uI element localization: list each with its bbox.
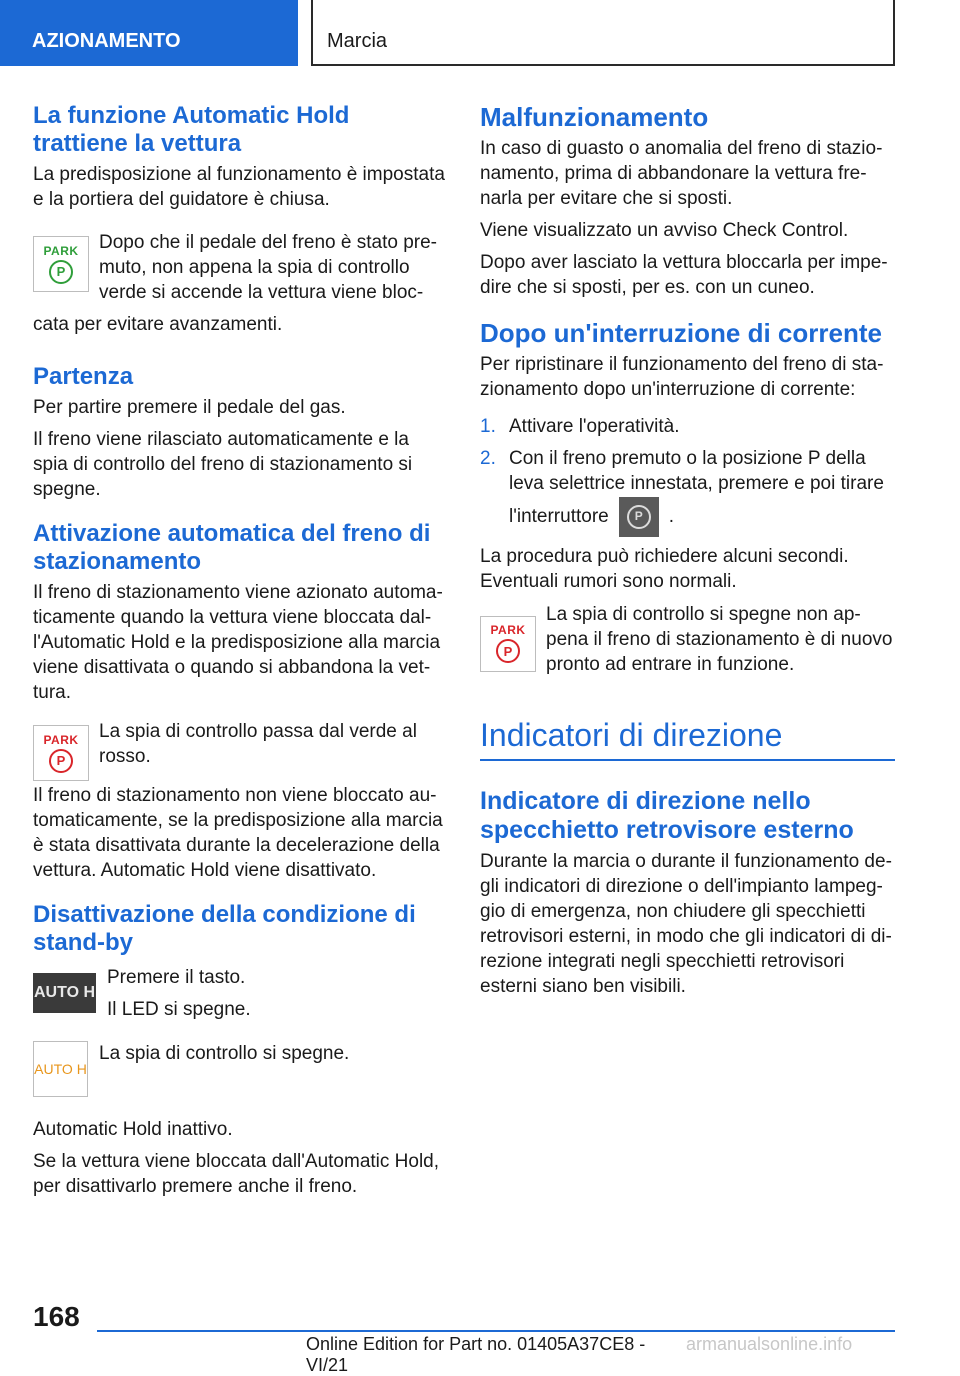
note-text: Dopo che il pedale del freno è stato pre-muto, non appena la spia di controllo verde si accende la vettura viene bloc- [99, 232, 437, 303]
paragraph: Premere il tasto. [107, 967, 246, 988]
paragraph: Dopo aver lasciato la vettura bloccarla per impe-dire che si sposti, per es. con un cuneo. [480, 252, 888, 298]
note-autoh-button [33, 965, 446, 1027]
note-autoh-light [33, 1041, 446, 1105]
steps-list [480, 414, 895, 537]
left-column [33, 102, 446, 1206]
footer-divider [97, 1330, 895, 1332]
paragraph: Il freno viene rilasciato automaticamente e la spia di controllo del freno di stazionamento si spegne. [33, 429, 413, 500]
note-attivazione [33, 719, 446, 777]
page-number: 168 [33, 1301, 80, 1332]
paragraph: La predisposizione al funzionamento è impostata e la portiera del guidatore è chiusa. [33, 164, 445, 210]
heading-indicatore-specchietto: Indicatore di direzione nello specchietto retrovisore esterno [480, 786, 854, 844]
section-tab: AZIONAMENTO [0, 0, 298, 66]
list-item: 2. Con il freno premuto o la posizione P della leva selettrice innestata, premere e poi tirare l'interruttore P . [480, 446, 895, 537]
note-hold [33, 230, 446, 337]
note-text: La spia di controllo si spegne non ap-pena il freno di stazionamento è di nuovo pronto ad entrare in funzione. [546, 603, 893, 675]
park-red-icon: PARK P [480, 616, 536, 672]
paragraph: Per ripristinare il funzionamento del freno di sta-zionamento dopo un'interruzione di corrente: [480, 354, 884, 400]
heading-attivazione: Attivazione automatica del freno di stazionamento [33, 520, 431, 575]
paragraph: Il LED si spegne. [107, 999, 251, 1020]
footer-edition: Online Edition for Part no. 01405A37CE8 - VI/21 [306, 1334, 646, 1375]
heading-hold: La funzione Automatic Hold trattiene la vettura [33, 102, 350, 157]
auto-h-indicator-icon: AUTO H [33, 1041, 88, 1097]
paragraph: In caso di guasto o anomalia del freno di stazio-namento, prima di abbandonare la vettura fre-narla per evitare che si sposti. [480, 138, 883, 209]
heading-partenza: Partenza [33, 363, 134, 390]
paragraph: Durante la marcia o durante il funzionamento de-gli indicatori di direzione o dell'impianto lampeg-gio di emergenza, non chiudere gli specchietti retrovisori esterni, in modo che gli indicatori di di-rezione integrati negli specchietti retrovisori esterni siano ben visibili. [480, 850, 892, 997]
watermark-logo: armanualsonline.info [686, 1334, 853, 1354]
heading-dopo-interruzione: Dopo un'interruzione di corrente [480, 318, 882, 348]
auto-h-button-icon: AUTO H [33, 973, 96, 1013]
chapter-title: Marcia [311, 0, 895, 66]
right-column [480, 102, 895, 1006]
paragraph: La procedura può richiedere alcuni secondi. [480, 545, 849, 567]
note-text-cont: cata per evitare avanzamenti. [33, 314, 283, 335]
paragraph: Per partire premere il pedale del gas. [33, 397, 346, 418]
heading-disattivazione: Disattivazione della condizione di stand-by [33, 901, 416, 956]
parking-brake-switch-icon: P [619, 497, 659, 537]
list-item: 1. Attivare l'operatività. [480, 416, 680, 437]
heading-indicatori-direzione: Indicatori di direzione [480, 715, 895, 761]
park-red-icon: PARK P [33, 725, 89, 781]
note-text: La spia di controllo si spegne. [99, 1043, 350, 1064]
paragraph: Il freno di stazionamento non viene bloccato au-tomaticamente, se la predisposizione alla marcia è stata disattivata durante la decelerazione della vettura. Automatic Hold viene disattivato. [33, 785, 443, 881]
paragraph: Eventuali rumori sono normali. [480, 570, 737, 592]
paragraph: Viene visualizzato un avviso Check Control. [480, 220, 849, 241]
paragraph: Se la vettura viene bloccata dall'Automatic Hold, per disattivarlo premere anche il freno. [33, 1151, 440, 1197]
heading-malfunzionamento: Malfunzionamento [480, 102, 709, 132]
paragraph: Il freno di stazionamento viene azionato automa-ticamente quando la vettura viene bloccata dal-l'Automatic Hold e la predisposizione alla marcia viene disattivata o quando si abbandona la vet-tura. [33, 582, 443, 703]
note-procedura [480, 602, 895, 677]
paragraph: Automatic Hold inattivo. [33, 1119, 233, 1140]
park-green-icon: PARK P [33, 236, 89, 292]
note-text: La spia di controllo passa dal verde al rosso. [99, 721, 417, 767]
